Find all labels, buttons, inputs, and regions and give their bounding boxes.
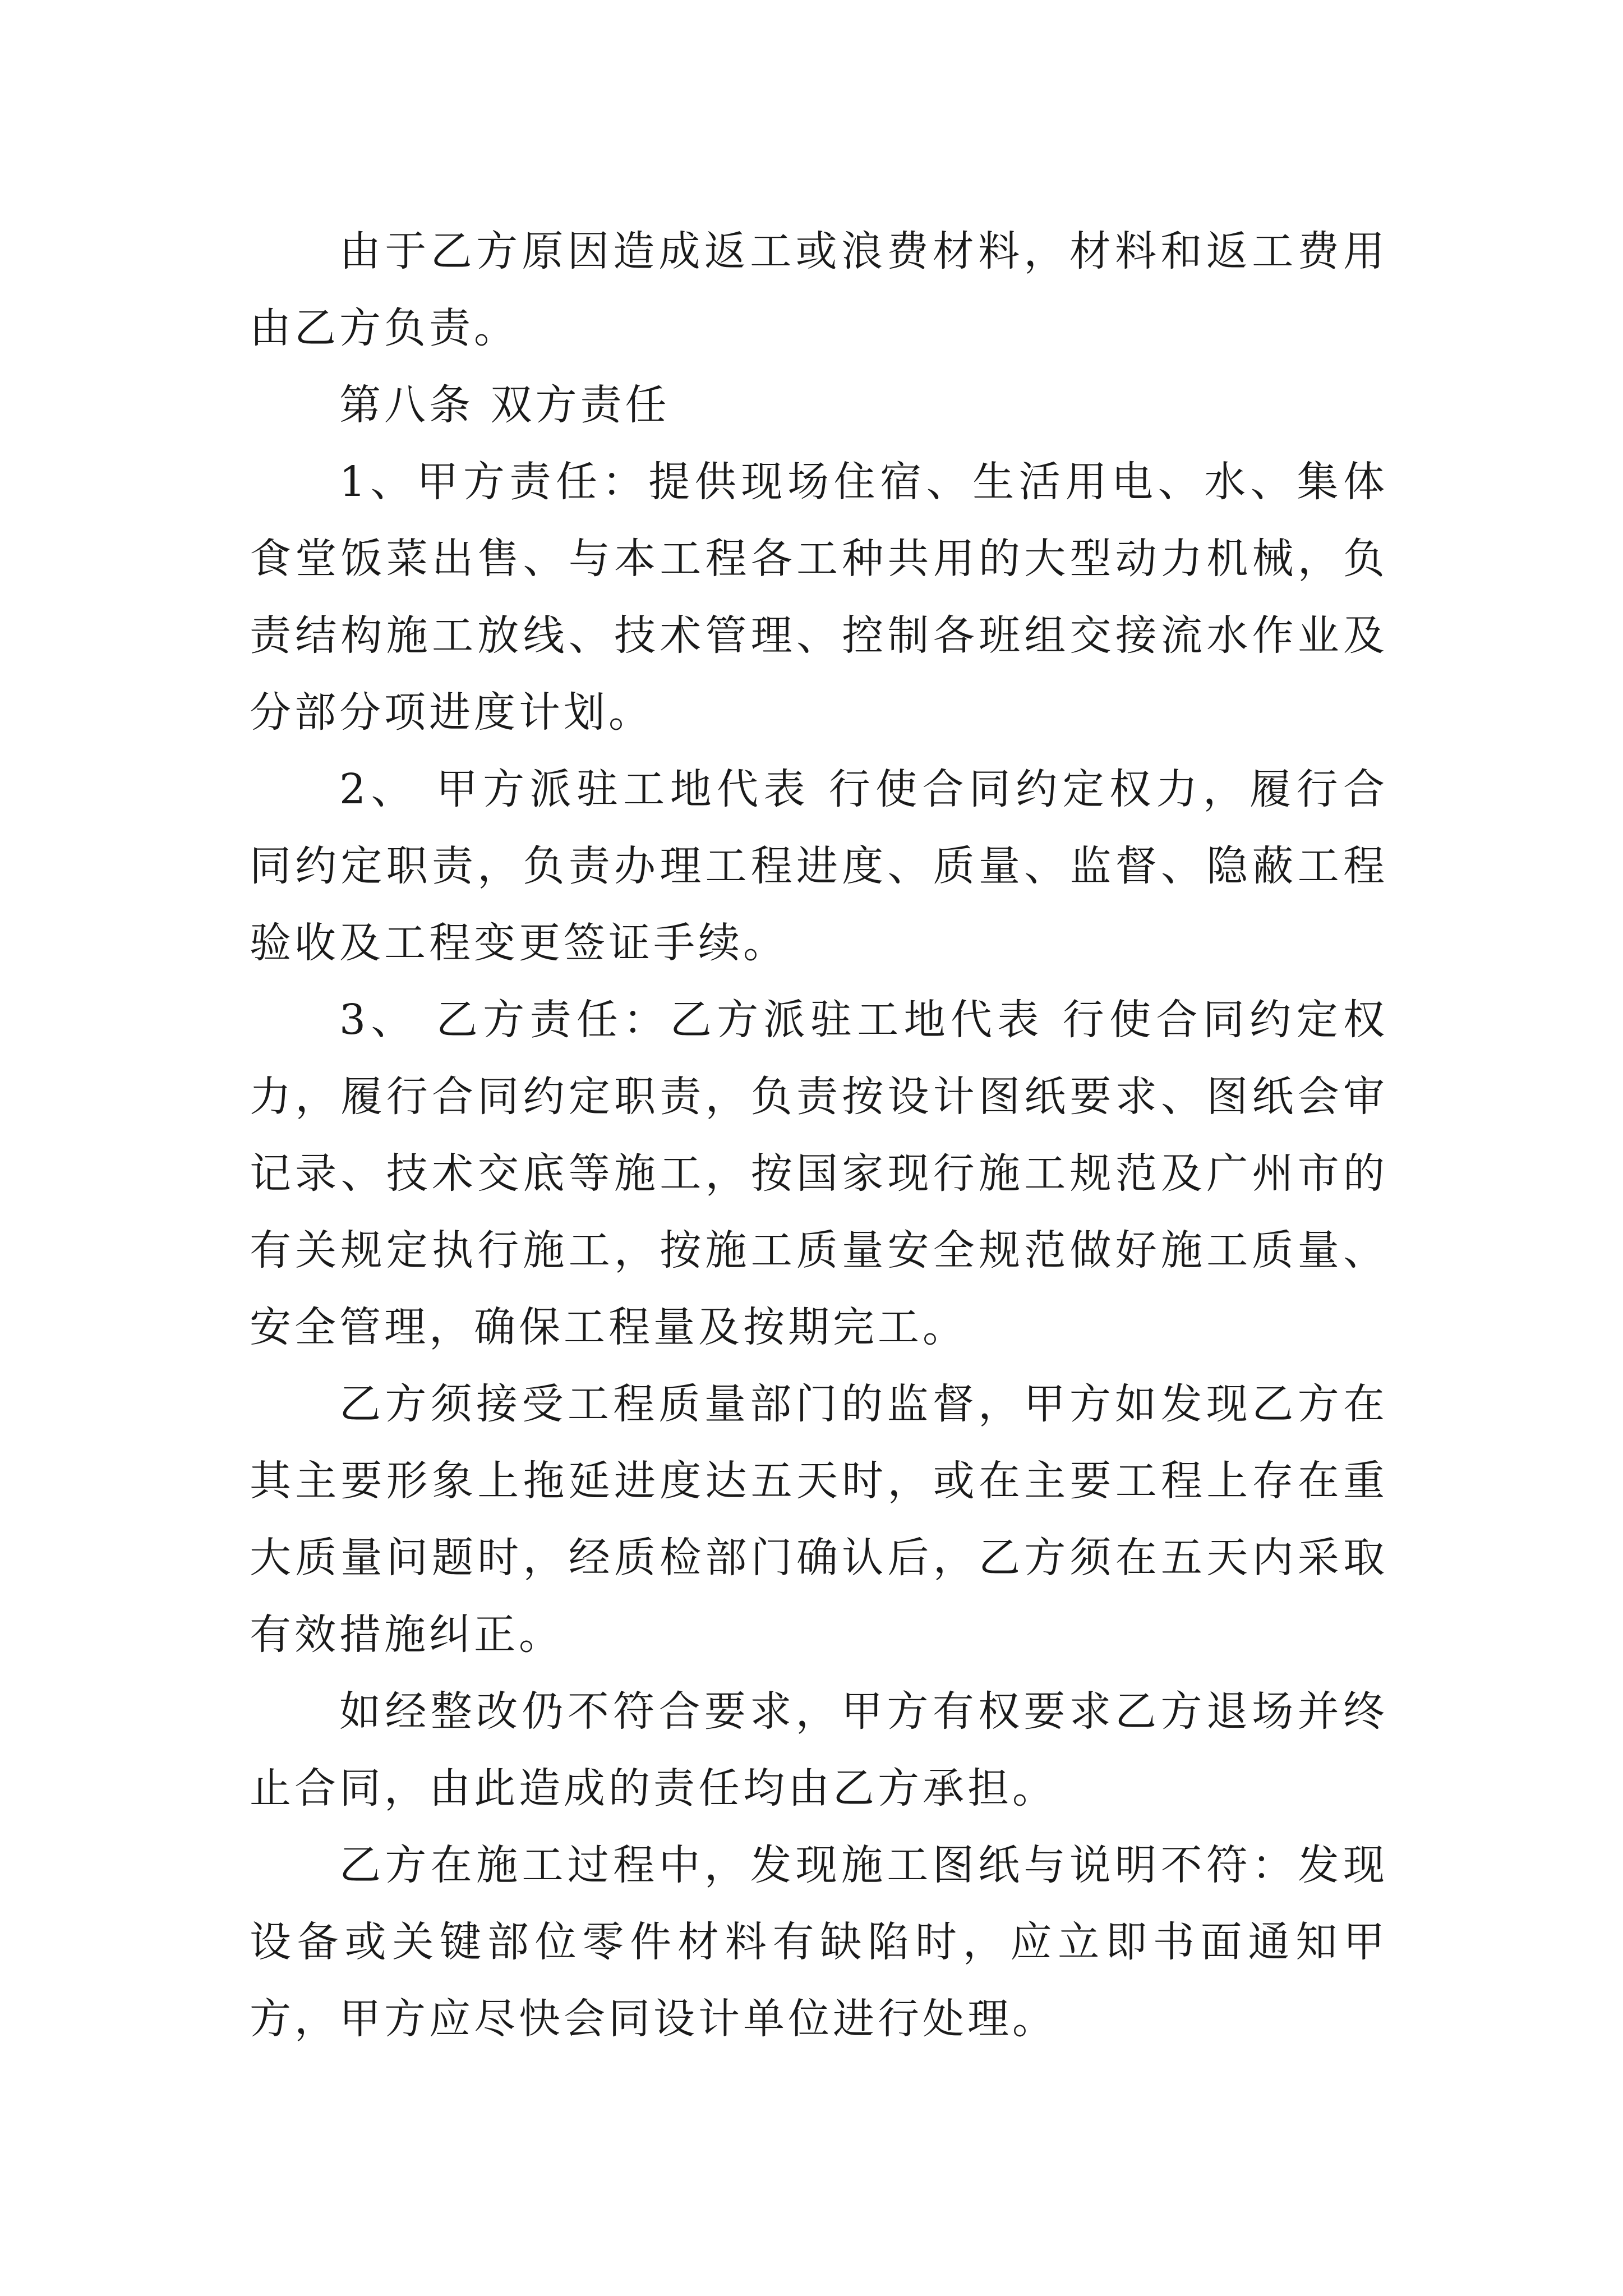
paragraph-quality-supervision: 乙方须接受工程质量部门的监督，甲方如发现乙方在其主要形象上拖延进度达五天时，或在主要工程上存在重大质量问题时，经质检部门确认后，乙方须在五天内采取有效措施纠正。 xyxy=(250,1380,1388,1659)
article-eight-heading: 第八条 双方责任 xyxy=(339,381,670,429)
paragraph-drawing-discrepancy: 乙方在施工过程中，发现施工图纸与说明不符：发现设备或关键部位零件材料有缺陷时，应立即书面通知甲方，甲方应尽快会同设计单位进行处理。 xyxy=(250,1841,1388,2043)
paragraph-party-a-duties: 1、甲方责任：提供现场住宿、生活用电、水、集体食堂饭菜出售、与本工程各工种共用的大型动力机械，负责结构施工放线、技术管理、控制各班组交接流水作业及分部分项进度计划。 xyxy=(250,458,1388,737)
document-body xyxy=(250,213,1388,2058)
paragraph-party-a-representative: 2、 甲方派驻工地代表 行使合同约定权力，履行合同约定职责，负责办理工程进度、质量、监督、隐蔽工程验收及工程变更签证手续。 xyxy=(250,765,1388,967)
paragraph-termination: 如经整改仍不符合要求，甲方有权要求乙方退场并终止合同，由此造成的责任均由乙方承担。 xyxy=(250,1687,1388,1812)
paragraph-party-b-duties: 3、 乙方责任：乙方派驻工地代表 行使合同约定权力，履行合同约定职责，负责按设计图纸要求、图纸会审记录、技术交底等施工，按国家现行施工规范及广州市的有关规定执行施工，按施工质量安全规范做好施工质量、安全管理，确保工程量及按期完工。 xyxy=(250,996,1388,1351)
paragraph-material-waste: 由于乙方原因造成返工或浪费材料，材料和返工费用由乙方负责。 xyxy=(250,227,1388,352)
